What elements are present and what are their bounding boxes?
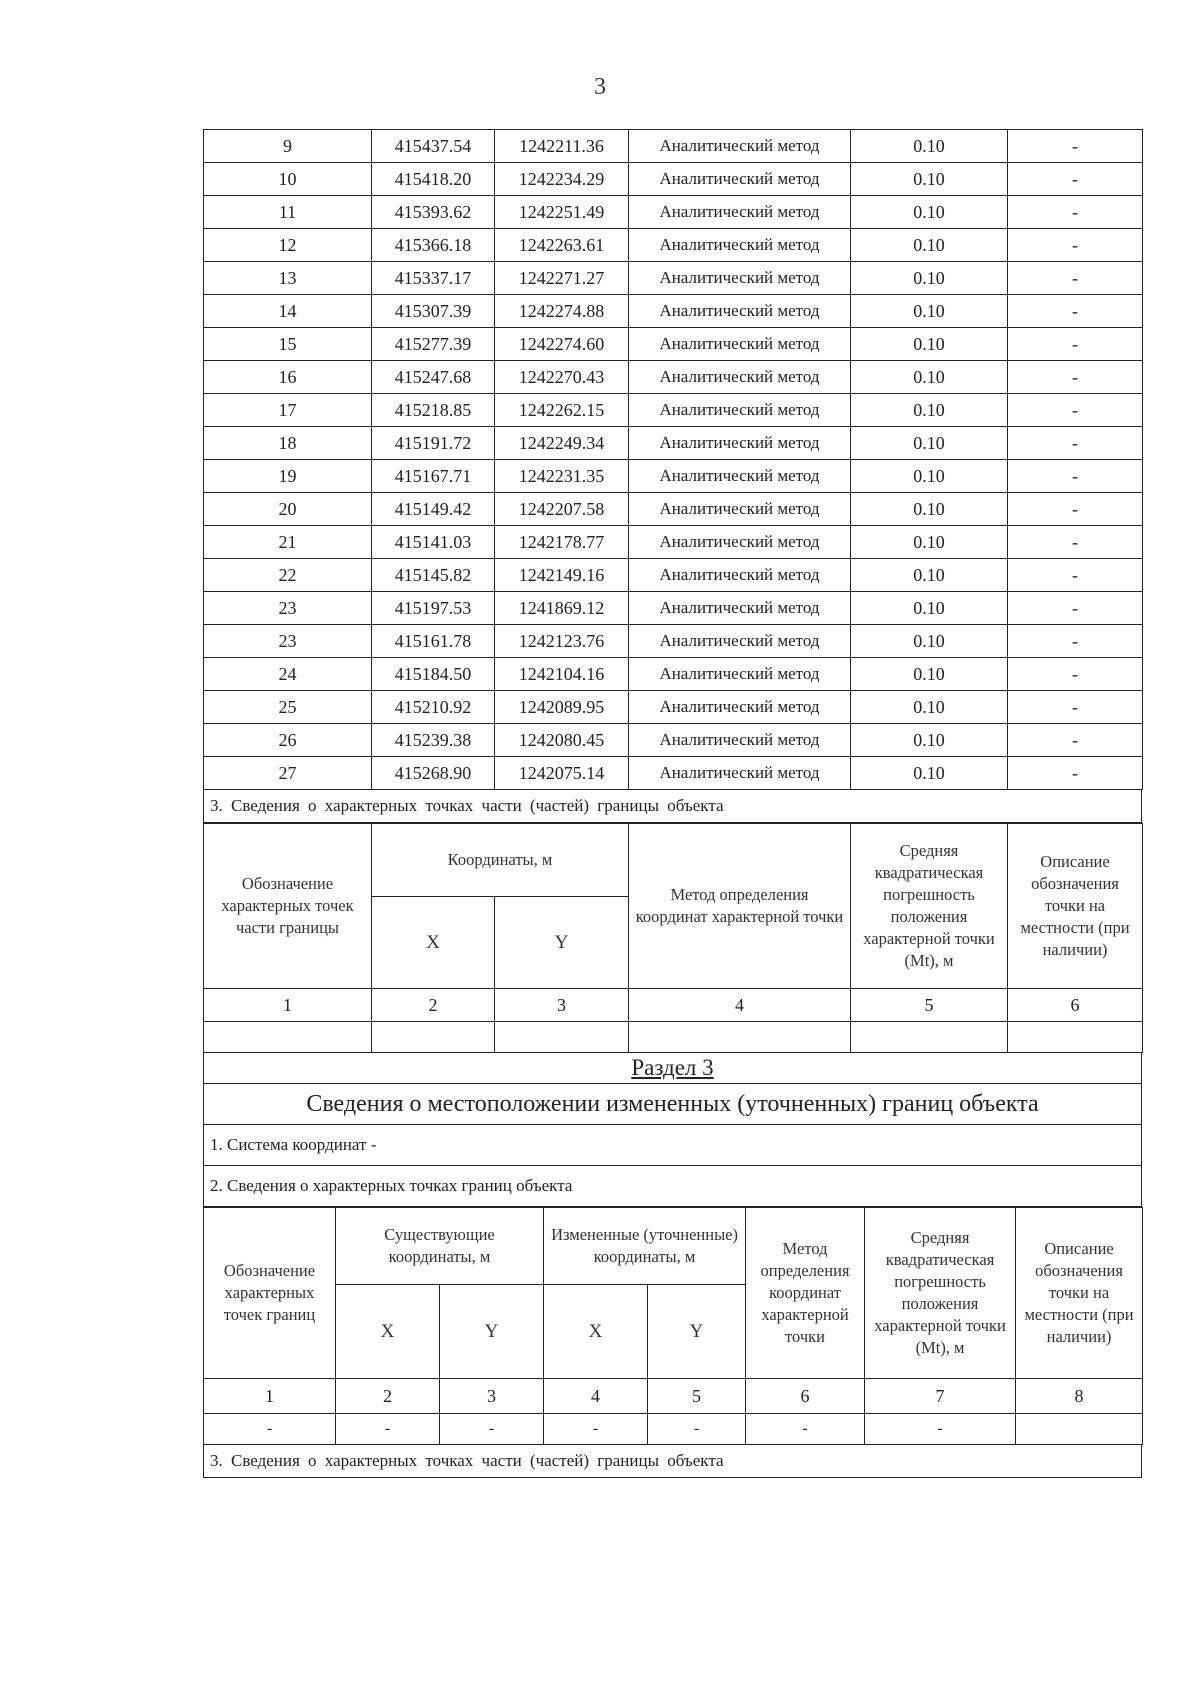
coord-x: 415161.78 [372, 625, 495, 658]
header-existing: Существующие координаты, м [336, 1208, 544, 1285]
point-number: 9 [204, 130, 372, 163]
desc-cell: - [1008, 658, 1143, 691]
desc-cell: - [1008, 559, 1143, 592]
dash-cell: - [865, 1414, 1016, 1445]
coord-y: 1242249.34 [495, 427, 629, 460]
coord-y: 1242251.49 [495, 196, 629, 229]
column-number: 1 [204, 1379, 336, 1414]
point-number: 10 [204, 163, 372, 196]
header-x: X [372, 897, 495, 989]
changed-borders-table [203, 1207, 1143, 1445]
empty-cell [629, 1022, 851, 1053]
column-number: 3 [495, 989, 629, 1022]
point-number: 25 [204, 691, 372, 724]
coord-x: 415247.68 [372, 361, 495, 394]
mt-cell: 0.10 [851, 460, 1008, 493]
mt-cell: 0.10 [851, 361, 1008, 394]
dash-cell: - [746, 1414, 865, 1445]
column-number: 8 [1016, 1379, 1143, 1414]
header-y: Y [440, 1285, 544, 1379]
mt-cell: 0.10 [851, 658, 1008, 691]
desc-cell: - [1008, 394, 1143, 427]
point-number: 19 [204, 460, 372, 493]
coord-x: 415184.50 [372, 658, 495, 691]
header-mt: Средняя квадратическая погрешность положения характерной точки (Mt), м [865, 1208, 1016, 1379]
table-row [204, 724, 1143, 757]
mt-cell: 0.10 [851, 262, 1008, 295]
point-number: 16 [204, 361, 372, 394]
table-row [204, 592, 1143, 625]
table-row [204, 559, 1143, 592]
table-row [204, 262, 1143, 295]
coord-y: 1242234.29 [495, 163, 629, 196]
coord-y: 1242231.35 [495, 460, 629, 493]
point-number: 20 [204, 493, 372, 526]
column-number: 5 [851, 989, 1008, 1022]
empty-cell [851, 1022, 1008, 1053]
table-row [204, 130, 1143, 163]
column-number: 2 [336, 1379, 440, 1414]
mt-cell: 0.10 [851, 229, 1008, 262]
coord-y: 1242178.77 [495, 526, 629, 559]
desc-cell: - [1008, 691, 1143, 724]
mt-cell: 0.10 [851, 625, 1008, 658]
coord-y: 1242123.76 [495, 625, 629, 658]
desc-cell: - [1008, 328, 1143, 361]
point-number: 11 [204, 196, 372, 229]
coord-x: 415149.42 [372, 493, 495, 526]
mt-cell: 0.10 [851, 196, 1008, 229]
method-cell: Аналитический метод [629, 196, 851, 229]
method-cell: Аналитический метод [629, 724, 851, 757]
document-sheet [203, 129, 1142, 1478]
coord-x: 415337.17 [372, 262, 495, 295]
dash-cell: - [544, 1414, 648, 1445]
coord-y: 1242080.45 [495, 724, 629, 757]
mt-cell: 0.10 [851, 592, 1008, 625]
column-number: 2 [372, 989, 495, 1022]
coord-x: 415277.39 [372, 328, 495, 361]
desc-cell: - [1008, 526, 1143, 559]
table-row [204, 691, 1143, 724]
method-cell: Аналитический метод [629, 328, 851, 361]
dash-cell: - [204, 1414, 336, 1445]
point-number: 14 [204, 295, 372, 328]
desc-cell: - [1008, 592, 1143, 625]
coord-y: 1242075.14 [495, 757, 629, 790]
dash-cell: - [336, 1414, 440, 1445]
point-number: 17 [204, 394, 372, 427]
coord-x: 415167.71 [372, 460, 495, 493]
point-number: 18 [204, 427, 372, 460]
coord-y: 1242270.43 [495, 361, 629, 394]
column-number: 5 [648, 1379, 746, 1414]
method-cell: Аналитический метод [629, 295, 851, 328]
dash-cell: - [440, 1414, 544, 1445]
method-cell: Аналитический метод [629, 559, 851, 592]
desc-cell: - [1008, 724, 1143, 757]
column-number: 6 [1008, 989, 1143, 1022]
coord-x: 415366.18 [372, 229, 495, 262]
point-number: 27 [204, 757, 372, 790]
header-designation: Обозначение характерных точек границ [204, 1208, 336, 1379]
desc-cell: - [1008, 427, 1143, 460]
desc-cell: - [1008, 361, 1143, 394]
coord-y: 1242149.16 [495, 559, 629, 592]
mt-cell: 0.10 [851, 130, 1008, 163]
header-desc: Описание обозначения точки на местности (при наличии) [1008, 824, 1143, 989]
coord-x: 415210.92 [372, 691, 495, 724]
header-changed: Измененные (уточненные) координаты, м [544, 1208, 746, 1285]
table-row [204, 460, 1143, 493]
coord-x: 415418.20 [372, 163, 495, 196]
column-number: 1 [204, 989, 372, 1022]
desc-cell: - [1008, 229, 1143, 262]
header-y: Y [495, 897, 629, 989]
table-row [204, 196, 1143, 229]
coord-y: 1242262.15 [495, 394, 629, 427]
mt-cell: 0.10 [851, 394, 1008, 427]
method-cell: Аналитический метод [629, 130, 851, 163]
point-number: 12 [204, 229, 372, 262]
empty-cell [1008, 1022, 1143, 1053]
coord-x: 415145.82 [372, 559, 495, 592]
desc-cell: - [1008, 493, 1143, 526]
method-cell: Аналитический метод [629, 163, 851, 196]
mt-cell: 0.10 [851, 724, 1008, 757]
header-x: X [336, 1285, 440, 1379]
mt-cell: 0.10 [851, 493, 1008, 526]
column-number: 4 [629, 989, 851, 1022]
desc-cell: - [1008, 163, 1143, 196]
desc-cell: - [1008, 757, 1143, 790]
table-row [204, 295, 1143, 328]
table-row [204, 361, 1143, 394]
mt-cell: 0.10 [851, 559, 1008, 592]
page-number: 3 [594, 74, 606, 100]
method-cell: Аналитический метод [629, 526, 851, 559]
method-cell: Аналитический метод [629, 493, 851, 526]
header-mt: Средняя квадратическая погрешность положения характерной точки (Mt), м [851, 824, 1008, 989]
coord-y: 1242274.88 [495, 295, 629, 328]
desc-cell: - [1008, 130, 1143, 163]
column-number: 6 [746, 1379, 865, 1414]
mt-cell: 0.10 [851, 427, 1008, 460]
method-cell: Аналитический метод [629, 757, 851, 790]
method-cell: Аналитический метод [629, 592, 851, 625]
column-number: 3 [440, 1379, 544, 1414]
coord-x: 415307.39 [372, 295, 495, 328]
mt-cell: 0.10 [851, 526, 1008, 559]
coordinates-table [203, 129, 1143, 790]
table-row [204, 328, 1143, 361]
method-cell: Аналитический метод [629, 658, 851, 691]
points-caption: 2. Сведения о характерных точках границ объекта [203, 1166, 1142, 1207]
coord-y: 1242089.95 [495, 691, 629, 724]
method-cell: Аналитический метод [629, 262, 851, 295]
method-cell: Аналитический метод [629, 361, 851, 394]
dash-cell: - [648, 1414, 746, 1445]
empty-cell [495, 1022, 629, 1053]
column-number: 4 [544, 1379, 648, 1414]
desc-cell: - [1008, 460, 1143, 493]
coord-x: 415437.54 [372, 130, 495, 163]
coord-y: 1242263.61 [495, 229, 629, 262]
desc-cell: - [1008, 262, 1143, 295]
coord-x: 415239.38 [372, 724, 495, 757]
header-y: Y [648, 1285, 746, 1379]
mt-cell: 0.10 [851, 328, 1008, 361]
coord-y: 1242274.60 [495, 328, 629, 361]
coord-x: 415141.03 [372, 526, 495, 559]
point-number: 26 [204, 724, 372, 757]
header-method: Метод определения координат характерной точки [746, 1208, 865, 1379]
coord-y: 1242104.16 [495, 658, 629, 691]
method-cell: Аналитический метод [629, 625, 851, 658]
table-row [204, 229, 1143, 262]
table-row [204, 493, 1143, 526]
method-cell: Аналитический метод [629, 394, 851, 427]
mt-cell: 0.10 [851, 163, 1008, 196]
desc-cell: - [1008, 196, 1143, 229]
coord-y: 1241869.12 [495, 592, 629, 625]
point-number: 24 [204, 658, 372, 691]
coord-y: 1242211.36 [495, 130, 629, 163]
coord-x: 415268.90 [372, 757, 495, 790]
coord-x: 415218.85 [372, 394, 495, 427]
table-row [204, 757, 1143, 790]
column-number: 7 [865, 1379, 1016, 1414]
section-title: Раздел 3 [203, 1053, 1142, 1083]
coord-x: 415197.53 [372, 592, 495, 625]
method-cell: Аналитический метод [629, 427, 851, 460]
table-row [204, 427, 1143, 460]
part-points-caption-2: 3. Сведения о характерных точках части (частей) границы объекта [203, 1445, 1142, 1478]
desc-cell: - [1008, 295, 1143, 328]
coord-y: 1242271.27 [495, 262, 629, 295]
empty-cell [372, 1022, 495, 1053]
table-row [204, 625, 1143, 658]
coord-y: 1242207.58 [495, 493, 629, 526]
part-points-caption: 3. Сведения о характерных точках части (частей) границы объекта [203, 790, 1142, 823]
header-x: X [544, 1285, 648, 1379]
header-designation: Обозначение характерных точек части границы [204, 824, 372, 989]
desc-cell: - [1008, 625, 1143, 658]
part-points-table [203, 823, 1143, 1053]
point-number: 22 [204, 559, 372, 592]
table-row [204, 526, 1143, 559]
mt-cell: 0.10 [851, 295, 1008, 328]
table-row [204, 658, 1143, 691]
point-number: 13 [204, 262, 372, 295]
table-row [204, 394, 1143, 427]
header-desc: Описание обозначения точки на местности (при наличии) [1016, 1208, 1143, 1379]
mt-cell: 0.10 [851, 691, 1008, 724]
coord-system-line: 1. Система координат - [203, 1125, 1142, 1166]
empty-cell [204, 1022, 372, 1053]
method-cell: Аналитический метод [629, 691, 851, 724]
coord-x: 415393.62 [372, 196, 495, 229]
section-subtitle: Сведения о местоположении измененных (уточненных) границ объекта [203, 1083, 1142, 1125]
point-number: 23 [204, 625, 372, 658]
method-cell: Аналитический метод [629, 460, 851, 493]
dash-cell [1016, 1414, 1143, 1445]
coord-x: 415191.72 [372, 427, 495, 460]
table-row [204, 163, 1143, 196]
mt-cell: 0.10 [851, 757, 1008, 790]
method-cell: Аналитический метод [629, 229, 851, 262]
header-method: Метод определения координат характерной точки [629, 824, 851, 989]
header-coords: Координаты, м [372, 824, 629, 897]
point-number: 15 [204, 328, 372, 361]
point-number: 23 [204, 592, 372, 625]
point-number: 21 [204, 526, 372, 559]
